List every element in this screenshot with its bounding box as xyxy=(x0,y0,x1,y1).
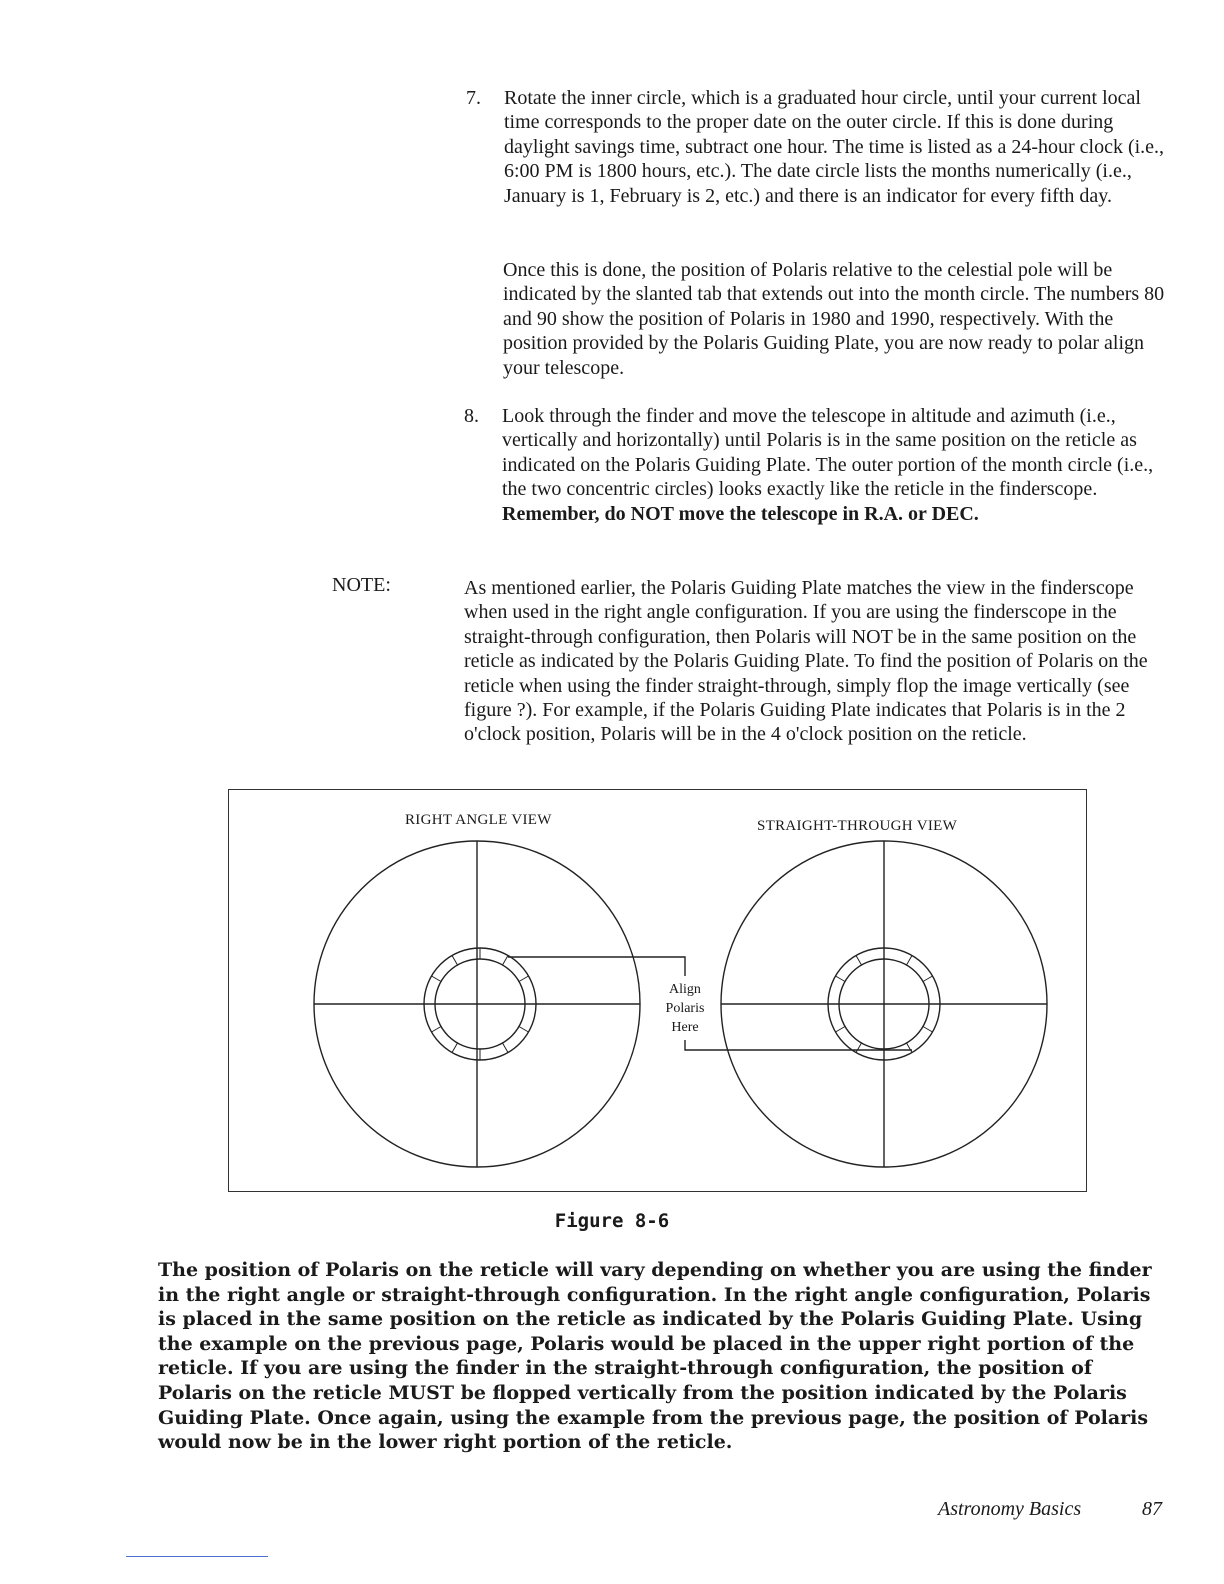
note-label: NOTE: xyxy=(332,574,391,596)
align-leader-top xyxy=(508,957,685,976)
step-7-number: 7. xyxy=(466,87,481,109)
straight-through-view-label: STRAIGHT-THROUGH VIEW xyxy=(757,818,958,834)
step-7-followup xyxy=(503,258,1178,380)
summary-paragraph: The position of Polaris on the reticle will vary depending on whether you are using the finder in the right angle or straight-through configuration. In the right angle configuration, Polaris is placed in the same position on the reticle as indicated by the Polaris Guiding Plate. Using the example on the previous page, Polaris would be placed in the upper right portion of the reticle. If you are using the finder in the straight-through configuration, the position of Polaris on the reticle MUST be flopped vertically from the position indicated by the Polaris Guiding Plate. Once again, using the example from the previous page, the position of Polaris would now be in the lower right portion of the reticle. xyxy=(158,1259,1152,1454)
note-body: As mentioned earlier, the Polaris Guiding Plate matches the view in the finderscope when used in the right angle configuration. If you are using the finderscope in the straight-through configuration, then Polaris will NOT be in the same position on the reticle as indicated by the Polaris Guiding Plate. To find the position of Polaris on the reticle when using the finder straight-through, simply flop the image vertically (see figure ?). For example, if the Polaris Guiding Plate indicates that Polaris is in the 2 o'clock position, Polaris will be in the 4 o'clock position on the reticle. xyxy=(464,577,1148,746)
step-7 xyxy=(466,86,1178,208)
align-label-line-1: Align xyxy=(669,982,701,997)
align-label-line-2: Polaris xyxy=(665,1001,705,1016)
page-number: 87 xyxy=(1142,1498,1162,1520)
step-8 xyxy=(464,404,1178,526)
step-7-followup-text: Once this is done, the position of Polaris relative to the celestial pole will be indicated by the slanted tab that extends out into the month circle. The numbers 80 and 90 show the position of Polaris in 1980 and 1990, respectively. With the position provided by the Polaris Guiding Plate, you are now ready to polar align your telescope. xyxy=(503,259,1165,379)
step-8-number: 8. xyxy=(464,405,479,427)
right-angle-view-label: RIGHT ANGLE VIEW xyxy=(405,812,552,828)
step-8-emphasis: Remember, do NOT move the telescope in R.A. or DEC. xyxy=(502,502,979,525)
step-8-body: Look through the finder and move the telescope in altitude and azimuth (i.e., vertically and horizontally) until Polaris is in the same position on the reticle as indicated on the Polaris Guiding Plate. The outer portion of the month circle (i.e., the two concentric circles) looks exactly like the reticle in the finderscope. xyxy=(502,405,1154,501)
align-polaris-label xyxy=(657,980,713,1037)
step-8-text xyxy=(502,404,1178,526)
footer-rule xyxy=(126,1556,268,1557)
note-text xyxy=(464,576,1178,747)
figure-caption: Figure 8-6 xyxy=(554,1210,670,1232)
step-7-text: Rotate the inner circle, which is a graduated hour circle, until your current local time corresponds to the proper date on the outer circle. If this is done during daylight savings time, subtract one hour. The time is listed as a 24-hour clock (i.e., 6:00 PM is 1800 hours, etc.). The date circle lists the months numerically (i.e., January is 1, February is 2, etc.) and there is an indicator for every fifth day. xyxy=(504,87,1165,207)
align-label-line-3: Here xyxy=(671,1020,699,1035)
figure-8-6 xyxy=(228,789,1087,1192)
footer-title: Astronomy Basics xyxy=(938,1498,1082,1520)
